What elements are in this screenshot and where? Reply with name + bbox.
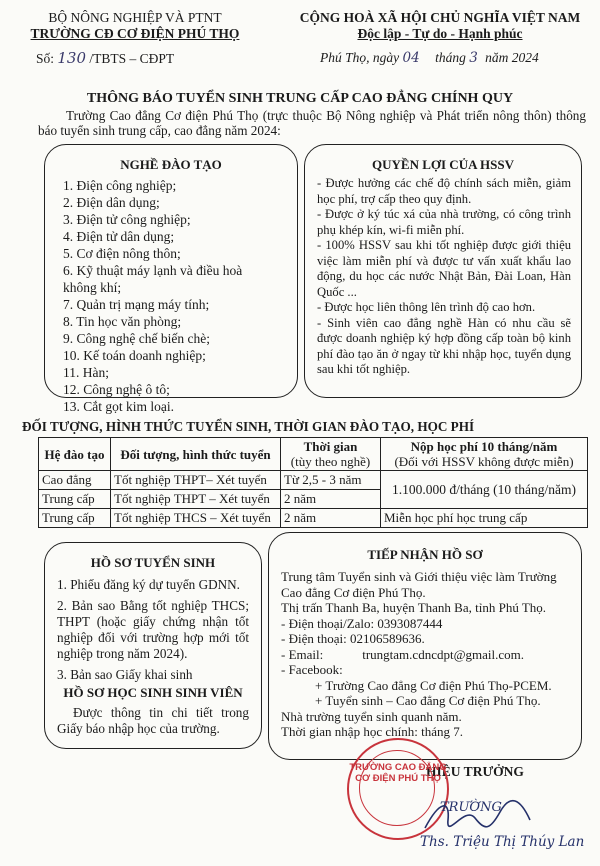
majors-list — [63, 177, 279, 415]
benefit-item: - Sinh viên cao đẳng nghề Hàn có nhu cầu sẽ được doanh nghiệp ký hợp đồng cấp toàn bộ kinh phí đào tạo ăn ở ngay từ khi nhập học, tuyển dụng sau khi tốt nghiệp. — [317, 315, 571, 376]
doc-number-value: 130 — [57, 49, 87, 67]
facebook-page: + Trường Cao đẳng Cơ điện Phú Thọ-PCEM. — [315, 677, 552, 693]
cell-fee-free: Miễn học phí học trung cấp — [381, 509, 588, 528]
major-item: 11. Hàn; — [63, 365, 109, 380]
benefit-item: - Được học liên thông lên trình độ cao hơn. — [317, 300, 536, 314]
documents-heading: HỒ SƠ TUYỂN SINH — [90, 555, 216, 570]
stamp-text: TRƯỜNG CAO ĐẲNG CƠ ĐIỆN PHÚ THỌ — [349, 762, 447, 784]
facebook-page: + Tuyển sinh – Cao đẳng Cơ điện Phú Thọ. — [315, 693, 541, 708]
signature-stamp-word: TRƯỜNG — [440, 800, 502, 815]
reception-email: - Email: trungtam.cdncdpt@gmail.com. — [281, 646, 525, 662]
intro-text: Trường Cao đẳng Cơ điện Phú Thọ (trực thuộc Bộ Nông nghiệp và Phát triển nông thôn) thông báo tuyển sinh trung cấp, cao đẳng năm 2024: — [38, 108, 586, 138]
reception-content — [281, 569, 571, 740]
major-item: 5. Cơ điện nông thôn; — [63, 246, 181, 261]
table-header-row — [39, 438, 588, 471]
major-item: 3. Điện tử công nghiệp; — [63, 212, 191, 227]
documents-list — [57, 577, 249, 683]
benefits-heading: QUYỀN LỢI CỦA HSSV — [372, 157, 514, 172]
table-row — [39, 509, 588, 528]
col-duration-header: Thời gian (tùy theo nghề) — [281, 438, 381, 471]
benefit-item: - 100% HSSV sau khi tốt nghiệp được giới thiệu việc làm miễn phí và được tư vấn xuất khẩu lao động, du học các nước Nhật Bản, Đài Loan, Hàn Quốc ... — [317, 238, 571, 299]
cell-duration: 2 năm — [281, 490, 381, 509]
major-item: 10. Kế toán doanh nghiệp; — [63, 348, 206, 363]
republic-name: CỘNG HOÀ XÃ HỘI CHỦ NGHĨA VIỆT NAM — [299, 10, 581, 25]
cell-level: Trung cấp — [39, 509, 111, 528]
signature-scribble — [420, 790, 580, 840]
boarding-note: Nhà trường tuyển sinh quanh năm. — [281, 708, 462, 724]
student-docs-heading: HỒ SƠ HỌC SINH SINH VIÊN — [63, 685, 243, 700]
reception-phone-zalo: - Điện thoại/Zalo: 0393087444 — [281, 615, 443, 631]
majors-box — [44, 144, 298, 414]
cell-level: Cao đẳng — [39, 471, 111, 490]
major-item: 8. Tin học văn phòng; — [63, 314, 182, 329]
signer-prefix: Ths. — [420, 834, 449, 850]
major-item: 7. Quản trị mạng máy tính; — [63, 297, 210, 312]
major-item: 2. Điện dân dụng; — [63, 195, 160, 210]
benefits-box — [304, 144, 582, 398]
major-item: 12. Công nghệ ô tô; — [63, 382, 170, 397]
major-item: 13. Cắt gọt kim loại. — [63, 399, 174, 414]
student-docs-text: Được thông tin chi tiết trong Giấy báo nhập học của trường. — [57, 705, 249, 736]
reception-box — [268, 532, 582, 760]
cell-duration: 2 năm — [281, 509, 381, 528]
reception-phone: - Điện thoại: 02106589636. — [281, 631, 425, 646]
col-level-header: Hệ đào tạo — [39, 438, 111, 471]
doc-number: Số: 130 /TBTS – CĐPT — [36, 49, 175, 67]
table-row — [39, 471, 588, 490]
cell-target: Tốt nghiệp THCS – Xét tuyển — [111, 509, 281, 528]
motto: Độc lập - Tự do - Hạnh phúc — [357, 26, 523, 41]
major-item: 6. Kỹ thuật máy lạnh và điều hoà không khí; — [63, 263, 243, 295]
header-left — [10, 10, 260, 67]
col-target-header: Đối tượng, hình thức tuyển — [111, 438, 281, 471]
benefit-item: - Được hưởng các chế độ chính sách miễn, giảm học phí, trợ cấp theo quy định. — [317, 176, 571, 206]
cell-duration: Từ 2,5 - 3 năm — [281, 471, 381, 490]
fees-table — [38, 437, 588, 528]
school-name: TRƯỜNG CĐ CƠ ĐIỆN PHÚ THỌ — [30, 26, 240, 41]
notice-title: THÔNG BÁO TUYỂN SINH TRUNG CẤP CAO ĐẲNG CHÍNH QUY — [86, 91, 514, 106]
ministry-name: BỘ NÔNG NGHIỆP VÀ PTNT — [48, 10, 222, 25]
header-right — [290, 10, 590, 66]
reception-heading: TIẾP NHẬN HỒ SƠ — [367, 547, 483, 562]
document-item: 1. Phiếu đăng ký dự tuyển GDNN. — [57, 577, 240, 592]
majors-heading: NGHỀ ĐÀO TẠO — [120, 157, 222, 172]
cell-level: Trung cấp — [39, 490, 111, 509]
col-fee-header: Nộp học phí 10 tháng/năm (Đối với HSSV không được miễn) — [381, 438, 588, 471]
cell-fee-merged: 1.100.000 đ/tháng (10 tháng/năm) — [381, 471, 588, 509]
reception-address: Thị trấn Thanh Ba, huyện Thanh Ba, tỉnh Phú Thọ. — [281, 600, 547, 615]
reception-center: Trung tâm Tuyển sinh và Giới thiệu việc làm Trường Cao đẳng Cơ điện Phú Thọ. — [281, 569, 557, 600]
document-item: 3. Bản sao Giấy khai sinh — [57, 667, 193, 682]
section-title: ĐỐI TƯỢNG, HÌNH THỨC TUYỂN SINH, THỜI GIAN ĐÀO TẠO, HỌC PHÍ — [22, 419, 475, 434]
signer-name: Triệu Thị Thúy Lan — [453, 834, 585, 850]
cell-target: Tốt nghiệp THPT– Xét tuyển — [111, 471, 281, 490]
major-item: 4. Điện tử dân dụng; — [63, 229, 175, 244]
benefits-list — [317, 176, 571, 378]
major-item: 1. Điện công nghiệp; — [63, 178, 177, 193]
cell-target: Tốt nghiệp THPT – Xét tuyển — [111, 490, 281, 509]
document-item: 2. Bản sao Bằng tốt nghiệp THCS; THPT (hoặc giấy chứng nhận tốt nghiệp đối với trường hợp mới tốt nghiệp trong năm 2024). — [57, 598, 249, 661]
reception-facebook: - Facebook: — [281, 662, 343, 677]
signer-name-line — [420, 834, 584, 850]
date-line: Phú Thọ, ngày 04 tháng 3 năm 2024 — [320, 50, 539, 66]
major-item: 9. Công nghệ chế biến chè; — [63, 331, 210, 346]
documents-box — [44, 542, 262, 749]
principal-title: HIỆU TRƯỞNG — [426, 764, 524, 779]
benefit-item: - Được ở ký túc xá của nhà trường, có công trình phụ khép kín, wi-fi miễn phí. — [317, 207, 571, 237]
intake-time: Thời gian nhập học chính: tháng 7. — [281, 724, 463, 739]
